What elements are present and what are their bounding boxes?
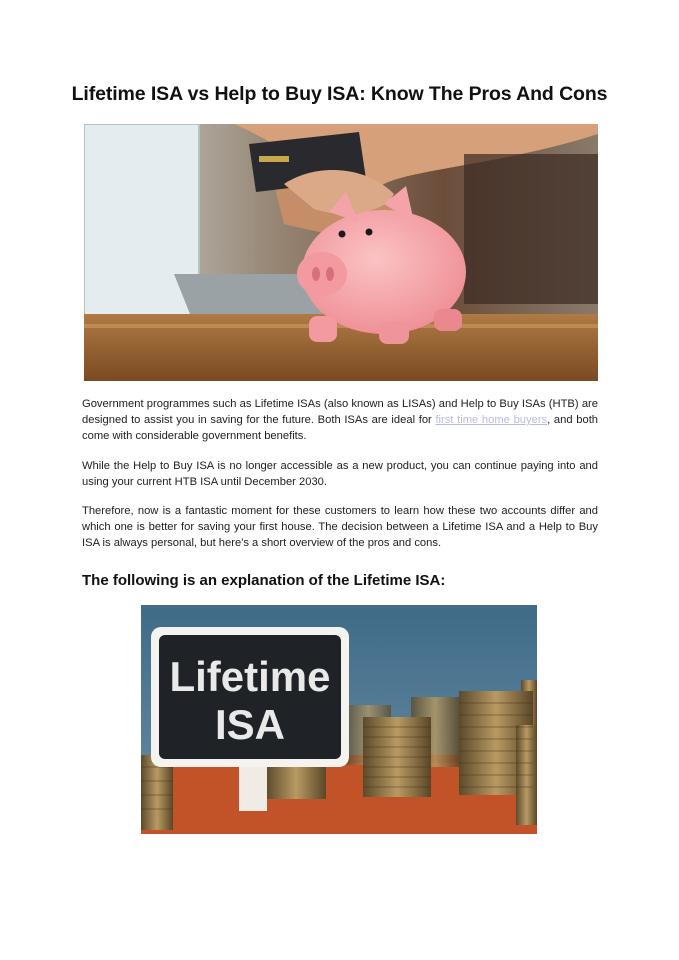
piggy-bank-photo-icon	[84, 124, 598, 381]
intro-paragraph	[82, 396, 598, 444]
intro-text-end: , and both come with considerable government benefits.	[82, 414, 599, 442]
hero-image-piggy-bank	[84, 124, 598, 381]
article-title: Lifetime ISA vs Help to Buy ISA: Know The Pros And Cons	[71, 83, 608, 105]
overview-paragraph: Therefore, now is a fantastic moment for these customers to learn how these two accounts differ and which one is better for saving your first house. The decision between a Lifetime ISA and a Help to Buy ISA is always personal, but here's a short overview of the pros and cons.	[82, 505, 598, 549]
sign-line-2: ISA	[214, 701, 286, 748]
htb-paragraph: While the Help to Buy ISA is no longer accessible as a new product, you can continue paying into and using your current HTB ISA until December 2030.	[82, 460, 598, 488]
lifetime-isa-sign-image	[141, 605, 537, 834]
intro-text-start: Government programmes such as Lifetime ISAs (also known as LISAs) and Help to Buy ISAs (HTB) are designed to assist you in saving for the future. Both ISAs are ideal for	[82, 398, 598, 426]
first-time-home-buyers-link[interactable]: first time home buyers	[435, 414, 548, 426]
coin-stacks-photo-icon	[141, 605, 537, 834]
sign-line-1: Lifetime	[169, 653, 331, 700]
section-heading: The following is an explanation of the Lifetime ISA:	[82, 572, 446, 589]
